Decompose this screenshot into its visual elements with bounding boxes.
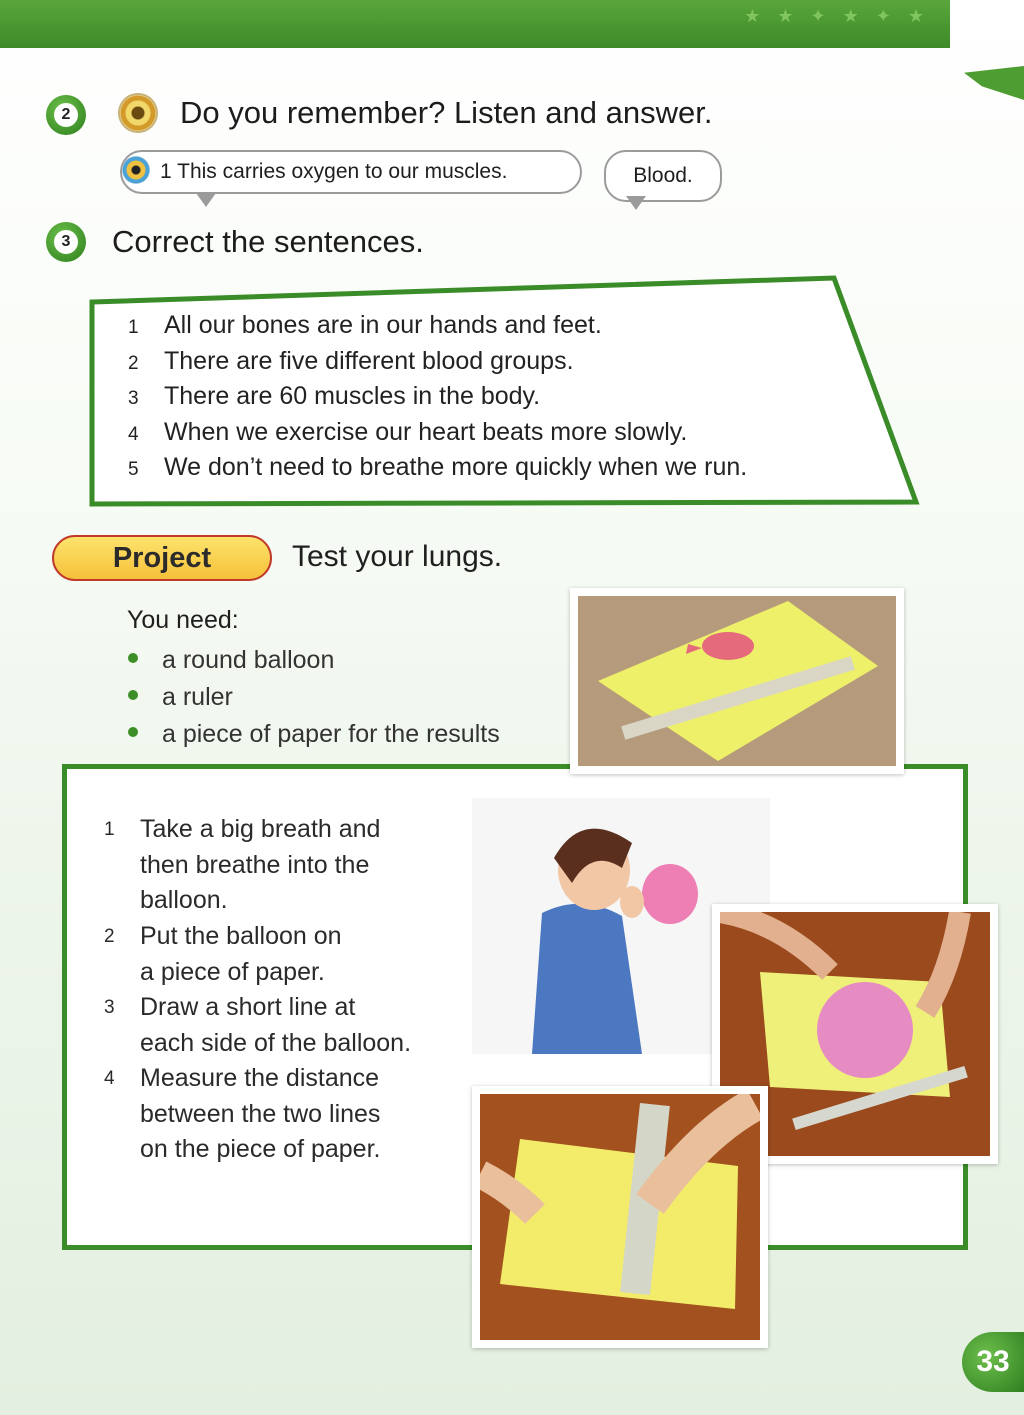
step-2: [104, 919, 342, 990]
need-item-text: a piece of paper for the results: [162, 720, 500, 748]
step-number: 4: [104, 1068, 115, 1089]
answer-text: Blood.: [633, 164, 693, 187]
sentence-text: All our bones are in our hands and feet.: [164, 311, 602, 339]
top-banner: [0, 0, 950, 48]
cd-audio-icon[interactable]: [118, 93, 158, 133]
bubble-tail: [626, 196, 646, 210]
need-list-item: [128, 683, 233, 712]
step-line: then breathe into the: [140, 850, 370, 879]
project-label: Project: [52, 535, 272, 581]
step-3: [104, 990, 411, 1061]
sentence-text: When we exercise our heart beats more slowly.: [164, 418, 688, 446]
step-line: Take a big breath and: [140, 815, 381, 843]
photo-measuring-distance: [472, 1086, 768, 1348]
bullet-dot-icon: [128, 690, 138, 700]
step-4: [104, 1061, 380, 1168]
step-line: Measure the distance: [140, 1064, 380, 1092]
step-line: Put the balloon on: [140, 922, 342, 950]
step-line: each side of the balloon.: [140, 1028, 412, 1057]
bullet-dot-icon: [128, 653, 138, 663]
sentence-text: There are 60 muscles in the body.: [164, 382, 541, 410]
bubble-tail: [196, 193, 216, 207]
exercise-number: 3: [54, 230, 78, 254]
need-item-text: a ruler: [162, 683, 233, 711]
question-text: 1 This carries oxygen to our muscles.: [160, 160, 508, 183]
question-speech-bubble: [120, 150, 582, 194]
page-number: 33: [962, 1332, 1024, 1392]
project-title: Test your lungs.: [292, 540, 503, 573]
sentence-row: [128, 311, 602, 340]
step-number: 1: [104, 819, 115, 840]
sentence-number: 4: [128, 424, 139, 445]
exercise-number: 2: [54, 103, 78, 127]
sentence-row: [128, 418, 687, 447]
sentence-number: 2: [128, 353, 139, 374]
step-line: on the piece of paper.: [140, 1135, 381, 1163]
step-line: a piece of paper.: [140, 957, 325, 986]
star-decoration-icon: ★ ★ ✦ ★ ✦ ★: [744, 6, 930, 26]
sentence-text: There are five different blood groups.: [164, 347, 574, 375]
sentence-text: We don’t need to breathe more quickly when we run.: [164, 453, 748, 481]
photo-materials: [570, 588, 904, 774]
sentence-row: [128, 453, 747, 482]
sentence-number: 1: [128, 317, 139, 338]
you-need-label: You need:: [127, 606, 239, 634]
sentence-row: [128, 347, 574, 376]
bullet-dot-icon: [128, 727, 138, 737]
need-list-item: [128, 646, 334, 675]
exercise-2-badge: [46, 95, 86, 135]
sentence-row: [128, 382, 540, 411]
step-1: [104, 812, 380, 919]
step-line: between the two lines: [140, 1099, 381, 1128]
step-line: balloon.: [140, 886, 228, 914]
answer-speech-bubble: [604, 150, 722, 202]
exercise-3-instruction: Correct the sentences.: [112, 224, 424, 259]
need-item-text: a round balloon: [162, 646, 335, 674]
sentence-number: 5: [128, 459, 139, 480]
speaker-cd-icon: [122, 156, 150, 184]
need-list-item: [128, 720, 500, 749]
sentence-number: 3: [128, 388, 139, 409]
exercise-3-badge: [46, 222, 86, 262]
step-line: Draw a short line at: [140, 993, 356, 1021]
corner-decoration: [964, 66, 1024, 100]
exercise-2-instruction: Do you remember? Listen and answer.: [180, 95, 713, 130]
step-number: 2: [104, 926, 115, 947]
step-number: 3: [104, 997, 115, 1018]
